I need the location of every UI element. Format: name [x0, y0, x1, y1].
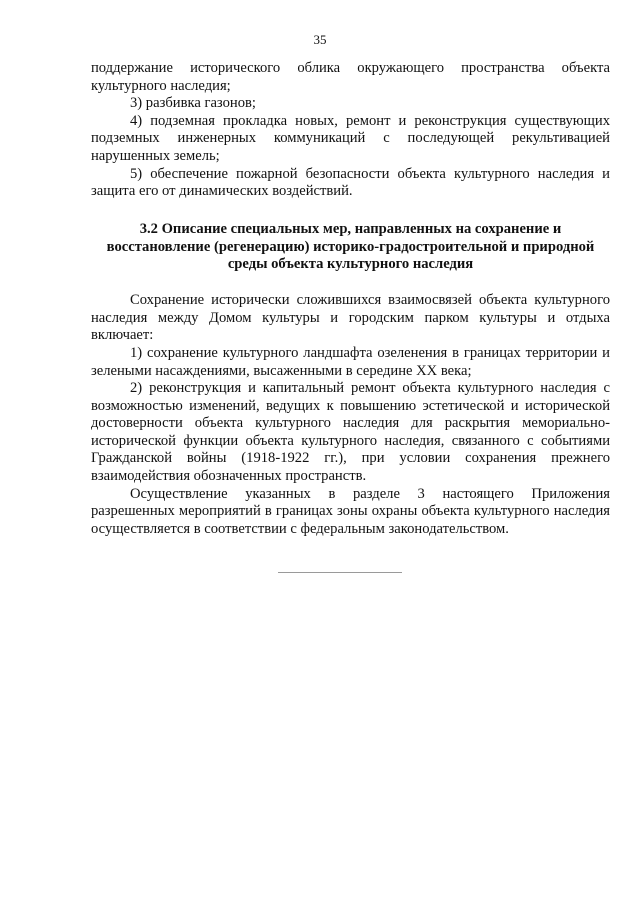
paragraph-conclusion: Осуществление указанных в разделе 3 настоящего Приложения разрешенных мероприятий в границах зоны охраны объекта культурного наследия осуществляется в соответствии с федеральным законодательством.	[91, 485, 610, 537]
list-item-fire-safety: 5) обеспечение пожарной безопасности объекта культурного наследия и защита его от динамических воздействий.	[91, 165, 610, 200]
page-content	[91, 60, 610, 573]
list-item-utilities: 4) подземная прокладка новых, ремонт и реконструкция существующих подземных инженерных коммуникаций с последующей рекультивацией нарушенных земель;	[91, 112, 610, 164]
page-number: 35	[313, 32, 327, 47]
paragraph-continuation: поддержание исторического облика окружающего пространства объекта культурного наследия;	[91, 60, 610, 94]
list-item-lawns: 3) разбивка газонов;	[130, 95, 256, 112]
list-item-landscape: 1) сохранение культурного ландшафта озеленения в границах территории и зелеными насаждениями, высаженными в середине XX века;	[91, 344, 610, 379]
list-item-reconstruction: 2) реконструкция и капитальный ремонт объекта культурного наследия с возможностью изменений, ведущих к повышению эстетической и исторической достоверности объекта культурного наследия для раскрытия мемориально-исторической функции объекта культурного наследия, связанного с событиями Гражданской войны (1918-1922 гг.), при условии сохранения прежнего взаимодействия обозначенных пространств.	[91, 380, 610, 485]
section-heading: 3.2 Описание специальных мер, направленных на сохранение и восстановление (регенерацию) историко-градостроительной и природной среды объекта культурного наследия	[106, 220, 595, 273]
end-divider	[278, 572, 402, 573]
paragraph-intro: Сохранение исторически сложившихся взаимосвязей объекта культурного наследия между Домом культуры и городским парком культуры и отдыха включает:	[91, 292, 610, 344]
